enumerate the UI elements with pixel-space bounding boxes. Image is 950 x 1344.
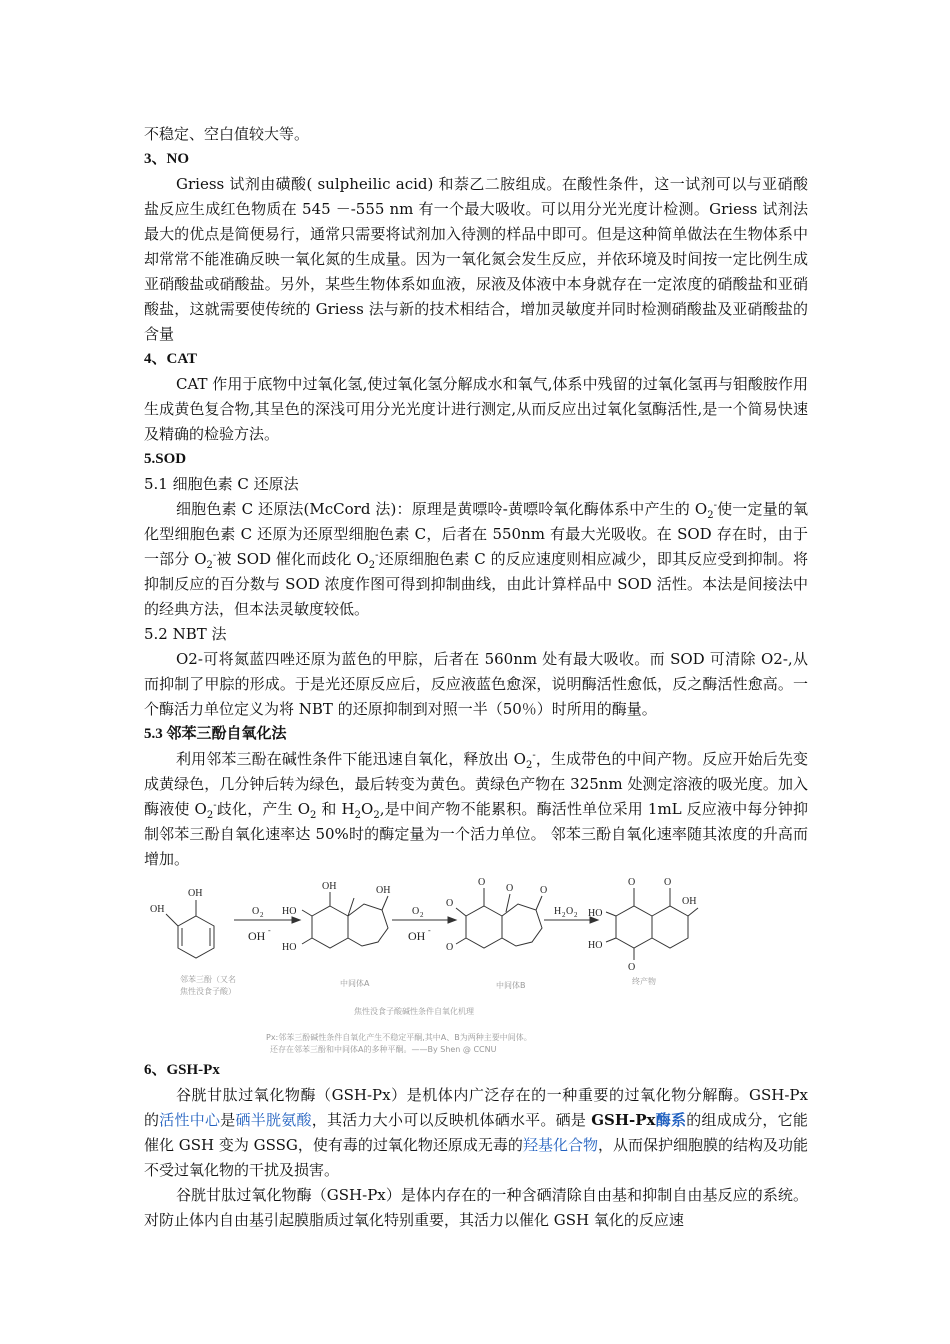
pyrogallol-ring: [178, 916, 214, 958]
document-body: [144, 122, 808, 1233]
paragraph-fragment: 不稳定、空白值较大等。: [144, 125, 310, 143]
svg-text:O: O: [540, 885, 548, 896]
svg-text:还存在邻苯三酚和中间体A的多种平酮。——By Shen @: 还存在邻苯三酚和中间体A的多种平酮。——By Shen @ CCNU: [270, 1045, 497, 1054]
svg-text:H: H: [554, 906, 562, 917]
link-enzyme-system[interactable]: 酶系: [655, 1111, 687, 1129]
svg-text:O: O: [628, 877, 636, 888]
svg-text:2: 2: [574, 911, 578, 919]
svg-text:-: -: [428, 926, 431, 935]
svg-text:OH: OH: [248, 929, 266, 943]
section-heading-no: 3、NO: [144, 151, 190, 167]
svg-text:O: O: [446, 898, 454, 909]
svg-text:-: -: [268, 926, 271, 935]
subsection-heading-5-2: 5.2 NBT 法: [144, 625, 227, 643]
link-active-center[interactable]: 活性中心: [159, 1111, 221, 1129]
product-ring-1: [616, 906, 652, 948]
intermediate-b-ring-2: [502, 904, 542, 946]
svg-text:HO: HO: [588, 908, 603, 919]
paragraph-cat: CAT 作用于底物中过氧化氢,使过氧化氢分解成水和氧气,体系中残留的过氧化氢再与钼酸胺作用生成黄色复合物,其呈色的深浅可用分光光度计进行测定,从而反应出过氧化氢酶活性,是一个简易快速及精确的检验方法。: [144, 375, 808, 443]
svg-text:2: 2: [420, 911, 424, 919]
intermediate-a-ring-1: [312, 906, 348, 948]
svg-text:焦性没食子酸）: 焦性没食子酸）: [180, 987, 236, 996]
svg-text:O: O: [506, 883, 514, 894]
svg-text:邻苯三酚（又名: 邻苯三酚（又名: [180, 975, 236, 984]
svg-text:OH: OH: [150, 904, 165, 915]
svg-text:HO: HO: [282, 942, 297, 953]
svg-text:OH: OH: [188, 888, 203, 899]
svg-text:中间体A: 中间体A: [340, 979, 370, 988]
svg-text:终产物: 终产物: [632, 977, 656, 986]
svg-text:OH: OH: [408, 929, 426, 943]
section-heading-gsh-px: 6、GSH-Px: [144, 1062, 220, 1078]
intermediate-b-ring-1: [466, 906, 502, 948]
svg-text:2: 2: [260, 911, 264, 919]
paragraph-5-2: O2-可将氮蓝四唑还原为蓝色的甲腙，后者在 560nm 处有最大吸收。而 SOD 可清除 O2-,从而抑制了甲腙的形成。于是光还原反应后，反应液蓝色愈深，说明酶活性愈低，反之酶活性愈高。一个酶活力单位定义为将 NBT 的还原抑制到对照一半（50％）时所用的酶量。: [144, 650, 808, 718]
svg-text:HO: HO: [282, 906, 297, 917]
intermediate-a-ring-2: [348, 904, 388, 946]
svg-text:O: O: [412, 906, 420, 917]
paragraph-no: Griess 试剂由磺酸( sulpheilic acid) 和萘乙二胺组成。在酸性条件，这一试剂可以与亚硝酸盐反应生成红色物质在 545 －-555 nm 有一个最大吸收。可以用分光光度计检测。Griess 试剂法最大的优点是简便易行，通常只需要将试剂加入待测的样品中即可。但是这种简单做法在生物体系中却常常不能准确反映一氧化氮的生成量。因为一氧化氮会发生反应，并依环境及时间按一定比例生成亚硝酸盐或硝酸盐。另外，某些生物体系如血液，尿液及体液中本身就存在一定浓度的硝酸盐和亚硝酸盐，这就需要使传统的 Griess 法与新的技术相结合，增加灵敏度并同时检测硝酸盐及亚硝酸盐的含量: [144, 175, 808, 343]
pyrogallol-autoxidation-scheme: [144, 876, 808, 1056]
svg-text:O: O: [252, 906, 260, 917]
svg-text:2: 2: [562, 911, 566, 919]
svg-text:O: O: [446, 942, 454, 953]
section-heading-sod: 5.SOD: [144, 451, 187, 467]
link-selenocysteine[interactable]: 硒半胱氨酸: [235, 1111, 312, 1129]
svg-text:HO: HO: [588, 940, 603, 951]
subsection-heading-5-1: 5.1 细胞色素 C 还原法: [144, 475, 299, 493]
svg-text:O: O: [478, 877, 486, 888]
section-heading-cat: 4、CAT: [144, 351, 198, 367]
reaction-scheme-svg: [144, 876, 808, 1056]
paragraph-5-1: 细胞色素 C 还原法(McCord 法)：原理是黄嘌呤-黄嘌呤氧化酶体系中产生的 $O_2^-$使一定量的氧化型细胞色素 C 还原为还原型细胞色素 C，后者在 550nm 有最大光吸收。在 SOD 存在时，由于一部分 $O_2^-$被 SOD 催化而歧化 $O_2^-$还原细胞色素 C 的反应速度则相应减少，即其反应受到抑制。将抑制反应的百分数与 SOD 浓度作图可得到抑制曲线，由此计算样品中 SOD 活性。本法是间接法中的经典方法，但本法灵敏度较低。: [144, 500, 808, 618]
svg-text:O: O: [664, 877, 672, 888]
subsection-heading-5-3: 5.3 邻苯三酚自氧化法: [144, 726, 287, 742]
paragraph-5-3: 利用邻苯三酚在碱性条件下能迅速自氧化，释放出 $O_2^-$，生成带色的中间产物。反应开始后先变成黄绿色，几分钟后转为绿色，最后转变为黄色。黄绿色产物在 325nm 处测定溶液的吸光度。加入酶液使 $O_2^-$歧化，产生 $O_2$ 和 $H_2O_2$,是中间产物不能累积。酶活性单位采用 1mL 反应液中每分钟抑制邻苯三酚自氧化速率达 50%时的酶定量为一个活力单位。 邻苯三酚自氧化速率随其浓度的升高而增加。: [144, 750, 808, 868]
paragraph-gsh-px-1: 谷胱甘肽过氧化物酶（GSH-Px）是机体内广泛存在的一种重要的过氧化物分解酶。GSH-Px 的活性中心是硒半胱氨酸，其活力大小可以反映机体硒水平。硒是 GSH-Px酶系的组成成分，它能催化 GSH 变为 GSSG，使有毒的过氧化物还原成无毒的羟基化合物，从而保护细胞膜的结构及功能不受过氧化物的干扰及损害。: [144, 1086, 808, 1179]
product-ring-2: [652, 906, 688, 948]
svg-text:O: O: [628, 962, 636, 973]
paragraph-gsh-px-2: 谷胱甘肽过氧化物酶（GSH-Px）是体内存在的一种含硒清除自由基和抑制自由基反应的系统。对防止体内自由基引起膜脂质过氧化特别重要，其活力以催化 GSH 氧化的反应速: [144, 1186, 808, 1229]
svg-text:OH: OH: [322, 881, 337, 892]
svg-text:O: O: [566, 906, 574, 917]
svg-text:焦性没食子酸碱性条件自氧化机理: 焦性没食子酸碱性条件自氧化机理: [354, 1007, 474, 1016]
svg-text:中间体B: 中间体B: [496, 981, 526, 990]
svg-text:Px:邻苯三酚碱性条件自氧化产生不稳定平酮,其中A、B为两种: Px:邻苯三酚碱性条件自氧化产生不稳定平酮,其中A、B为两种主要中间体。: [266, 1033, 532, 1042]
svg-text:OH: OH: [682, 896, 697, 907]
link-hydroxy-compound[interactable]: 羟基化合物: [522, 1136, 598, 1154]
svg-text:OH: OH: [376, 885, 391, 896]
